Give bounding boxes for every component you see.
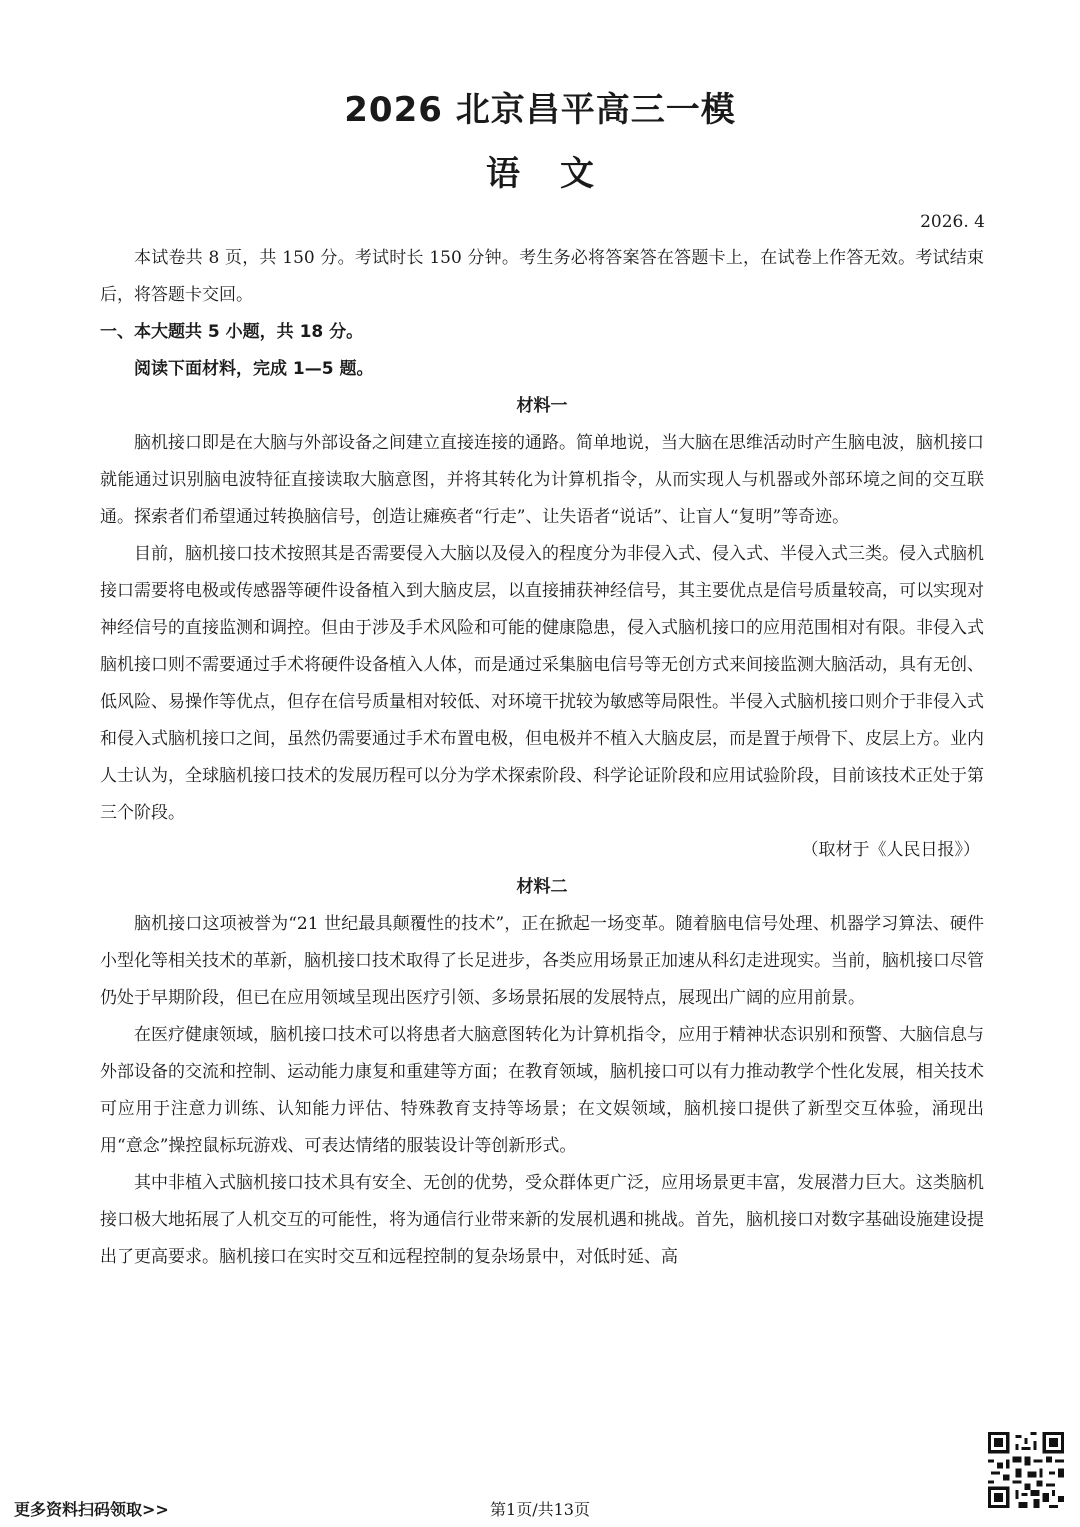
intro-paragraph: 本试卷共 8 页，共 150 分。考试时长 150 分钟。考生务必将答案答在答题卡上，在试卷上作答无效。考试结束后，将答题卡交回。 xyxy=(100,248,984,305)
material2-paragraph: 在医疗健康领域，脑机接口技术可以将患者大脑意图转化为计算机指令，应用于精神状态识别和预警、大脑信息与外部设备的交流和控制、运动能力康复和重建等方面；在教育领域，脑机接口可以有力推动教学个性化发展，相关技术可应用于注意力训练、认知能力评估、特殊教育支持等场景；在文娱领域，脑机接口提供了新型交互体验，涌现出用“意念”操控鼠标玩游戏、可表达情绪的服装设计等创新形式。 xyxy=(100,1025,984,1156)
exam-title: 2026 北京昌平高三一模 xyxy=(344,90,736,130)
material1-source: （取材于《人民日报》） xyxy=(801,840,980,860)
material1-heading: 材料一 xyxy=(516,396,568,416)
material2-paragraph: 其中非植入式脑机接口技术具有安全、无创的优势，受众群体更广泛，应用场景更丰富，发展潜力巨大。这类脑机接口极大地拓展了人机交互的可能性，将为通信行业带来新的发展机遇和挑战。首先，脑机接口对数字基础设施建设提出了更高要求。脑机接口在实时交互和远程控制的复杂场景中，对低时延、高 xyxy=(100,1173,984,1267)
exam-content xyxy=(100,240,984,1276)
exam-date: 2026. 4 xyxy=(920,212,985,232)
subject-title: 语文 xyxy=(486,154,634,194)
section-instruction: 阅读下面材料，完成 1—5 题。 xyxy=(134,359,374,379)
material2-paragraph: 脑机接口这项被誉为“21 世纪最具颠覆性的技术”，正在掀起一场变革。随着脑电信号处理、机器学习算法、硬件小型化等相关技术的革新，脑机接口技术取得了长足进步，各类应用场景正加速从科幻走进现实。当前，脑机接口尽管仍处于早期阶段，但已在应用领域呈现出医疗引领、多场景拓展的发展特点，展现出广阔的应用前景。 xyxy=(100,914,984,1008)
more-resources-link[interactable]: 更多资料扫码领取>> xyxy=(14,1500,169,1519)
material1-paragraph: 目前，脑机接口技术按照其是否需要侵入大脑以及侵入的程度分为非侵入式、侵入式、半侵入式三类。侵入式脑机接口需要将电极或传感器等硬件设备植入到大脑皮层，以直接捕获神经信号，其主要优点是信号质量较高，可以实现对神经信号的直接监测和调控。但由于涉及手术风险和可能的健康隐患，侵入式脑机接口的应用范围相对有限。非侵入式脑机接口则不需要通过手术将硬件设备植入人体，而是通过采集脑电信号等无创方式来间接监测大脑活动，具有无创、低风险、易操作等优点，但存在信号质量相对较低、对环境干扰较为敏感等局限性。半侵入式脑机接口则介于非侵入式和侵入式脑机接口之间，虽然仍需要通过手术布置电极，但电极并不植入大脑皮层，而是置于颅骨下、皮层上方。业内人士认为，全球脑机接口技术的发展历程可以分为学术探索阶段、科学论证阶段和应用试验阶段，目前该技术正处于第三个阶段。 xyxy=(100,544,984,823)
page-number: 第1页/共13页 xyxy=(490,1500,590,1519)
section-heading: 一、本大题共 5 小题，共 18 分。 xyxy=(100,322,364,342)
material2-heading: 材料二 xyxy=(516,877,568,897)
material1-paragraph: 脑机接口即是在大脑与外部设备之间建立直接连接的通路。简单地说，当大脑在思维活动时产生脑电波，脑机接口就能通过识别脑电波特征直接读取大脑意图，并将其转化为计算机指令，从而实现人与机器或外部环境之间的交互联通。探索者们希望通过转换脑信号，创造让瘫痪者“行走”、让失语者“说话”、让盲人“复明”等奇迹。 xyxy=(100,433,984,527)
